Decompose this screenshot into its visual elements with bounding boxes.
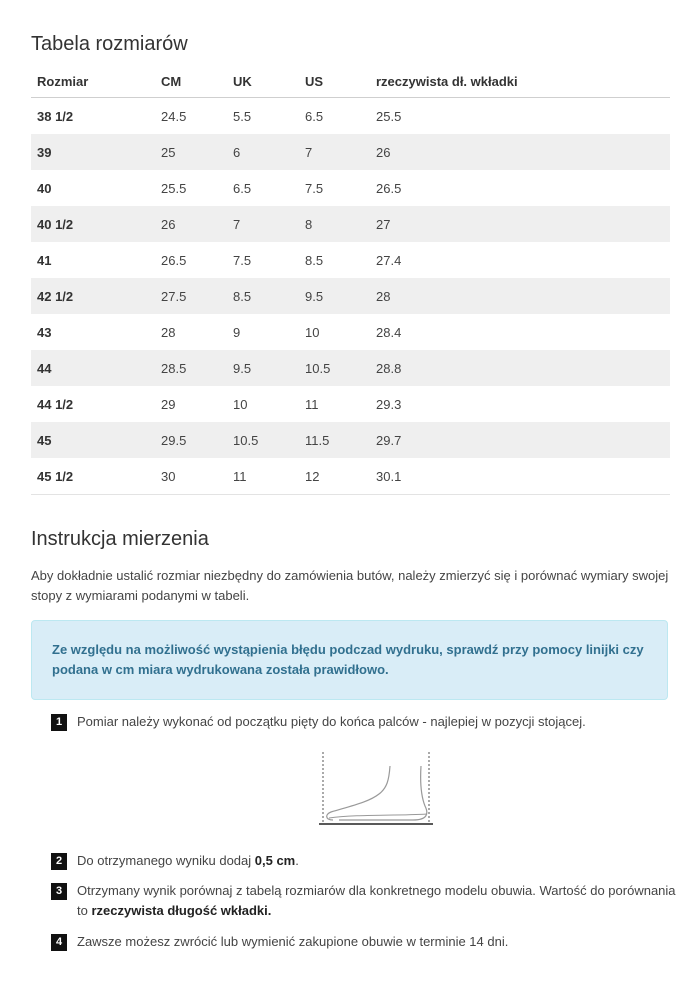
cell-insole-length: 28 — [370, 278, 670, 314]
cell-insole-length: 29.7 — [370, 422, 670, 458]
cell-us: 10 — [305, 324, 320, 340]
step-text-post: . — [295, 853, 299, 868]
cell-uk: 5.5 — [233, 108, 252, 124]
cell-cm: 26.5 — [161, 252, 187, 268]
cell-cm: 25.5 — [161, 180, 187, 196]
cell-size: 45 1/2 — [31, 458, 155, 495]
step-text-pre: Otrzymany wynik porównaj z tabelą rozmiarów dla konkretnego modelu obuwia. Wartość do porównania to — [77, 883, 676, 918]
table-row — [31, 350, 670, 386]
cell-size: 45 — [31, 422, 155, 458]
cell-us: 12 — [299, 458, 370, 495]
table-row — [31, 134, 670, 170]
cell-uk: 7 — [227, 206, 299, 242]
size-table-title: Tabela rozmiarów — [31, 33, 188, 55]
header-insole-length: rzeczywista dł. wkładki — [370, 65, 670, 98]
step-text: Pomiar należy wykonać od początku pięty do końca palców - najlepiej w pozycji stojącej. — [77, 714, 586, 729]
foot-measurement-icon — [317, 750, 437, 830]
cell-uk: 6.5 — [233, 180, 252, 196]
cell-us: 8.5 — [305, 252, 324, 268]
cell-size: 40 — [37, 180, 52, 196]
cell-us: 11 — [305, 396, 319, 412]
step-number: 3 — [51, 883, 67, 900]
step-text-pre: Do otrzymanego wyniku dodaj — [77, 853, 255, 868]
cell-size: 39 — [31, 134, 155, 170]
step-text — [77, 851, 677, 871]
cell-us: 9.5 — [299, 278, 370, 314]
cell-us: 7.5 — [305, 180, 324, 196]
cell-uk: 9.5 — [227, 350, 299, 386]
step-text — [77, 881, 677, 921]
cell-size: 43 — [37, 324, 52, 340]
cell-cm: 29 — [161, 396, 176, 412]
table-row — [31, 458, 670, 495]
cell-size: 44 — [31, 350, 155, 386]
cell-size: 40 1/2 — [31, 206, 155, 242]
table-row — [31, 386, 670, 422]
cell-us: 8 — [299, 206, 370, 242]
cell-cm: 30 — [155, 458, 227, 495]
cell-cm: 26 — [155, 206, 227, 242]
cell-cm: 24.5 — [161, 108, 187, 124]
step-number: 4 — [51, 934, 67, 951]
cell-size: 44 1/2 — [37, 396, 74, 412]
cell-uk: 8.5 — [227, 278, 299, 314]
size-table — [31, 65, 670, 495]
cell-cm: 29.5 — [155, 422, 227, 458]
cell-insole-length: 27.4 — [376, 252, 402, 268]
cell-size: 41 — [37, 252, 52, 268]
cell-uk: 6 — [227, 134, 299, 170]
cell-us: 10.5 — [299, 350, 370, 386]
cell-cm: 28.5 — [155, 350, 227, 386]
cell-insole-length: 30.1 — [370, 458, 670, 495]
size-table-body — [31, 98, 670, 495]
cell-us: 11.5 — [299, 422, 370, 458]
table-row — [31, 170, 670, 206]
cell-size: 42 1/2 — [31, 278, 155, 314]
table-header-row — [31, 65, 670, 98]
cell-insole-length: 28.8 — [370, 350, 670, 386]
instructions-intro: Aby dokładnie ustalić rozmiar niezbędny do zamówienia butów, należy zmierzyć się i porównać wymiary swojej stopy z wymiarami podanymi w tabeli. — [31, 568, 669, 603]
step-text-bold: 0,5 cm — [254, 853, 296, 868]
cell-uk: 11 — [227, 458, 299, 495]
cell-uk: 10 — [233, 396, 248, 412]
step-number: 1 — [51, 714, 67, 731]
cell-uk: 9 — [233, 324, 241, 340]
print-warning-alert: Ze względu na możliwość wystąpienia błędu podczad wydruku, sprawdź przy pomocy linijki czy podana w cm miara wydrukowana została prawidłowo. — [31, 620, 668, 700]
cell-uk: 7.5 — [233, 252, 252, 268]
table-row — [31, 422, 670, 458]
cell-cm: 28 — [161, 324, 176, 340]
header-size: Rozmiar — [31, 65, 155, 98]
cell-insole-length: 28.4 — [376, 324, 402, 340]
step-text-bold: rzeczywista długość wkładki. — [91, 903, 272, 918]
instructions-title: Instrukcja mierzenia — [31, 528, 209, 550]
table-row — [31, 314, 670, 350]
cell-size: 38 1/2 — [37, 108, 74, 124]
table-row — [31, 242, 670, 278]
cell-insole-length: 27 — [370, 206, 670, 242]
cell-insole-length: 26 — [370, 134, 670, 170]
table-row — [31, 278, 670, 314]
cell-insole-length: 26.5 — [376, 180, 402, 196]
cell-insole-length: 29.3 — [376, 396, 402, 412]
cell-insole-length: 25.5 — [376, 108, 402, 124]
cell-cm: 25 — [155, 134, 227, 170]
cell-us: 7 — [299, 134, 370, 170]
header-us: US — [299, 65, 370, 98]
header-cm: CM — [155, 65, 227, 98]
header-uk: UK — [227, 65, 299, 98]
step-text: Zawsze możesz zwrócić lub wymienić zakupione obuwie w terminie 14 dni. — [77, 934, 509, 949]
cell-uk: 10.5 — [227, 422, 299, 458]
table-row — [31, 206, 670, 242]
step-number: 2 — [51, 853, 67, 870]
table-row — [31, 98, 670, 135]
cell-cm: 27.5 — [155, 278, 227, 314]
cell-us: 6.5 — [305, 108, 324, 124]
